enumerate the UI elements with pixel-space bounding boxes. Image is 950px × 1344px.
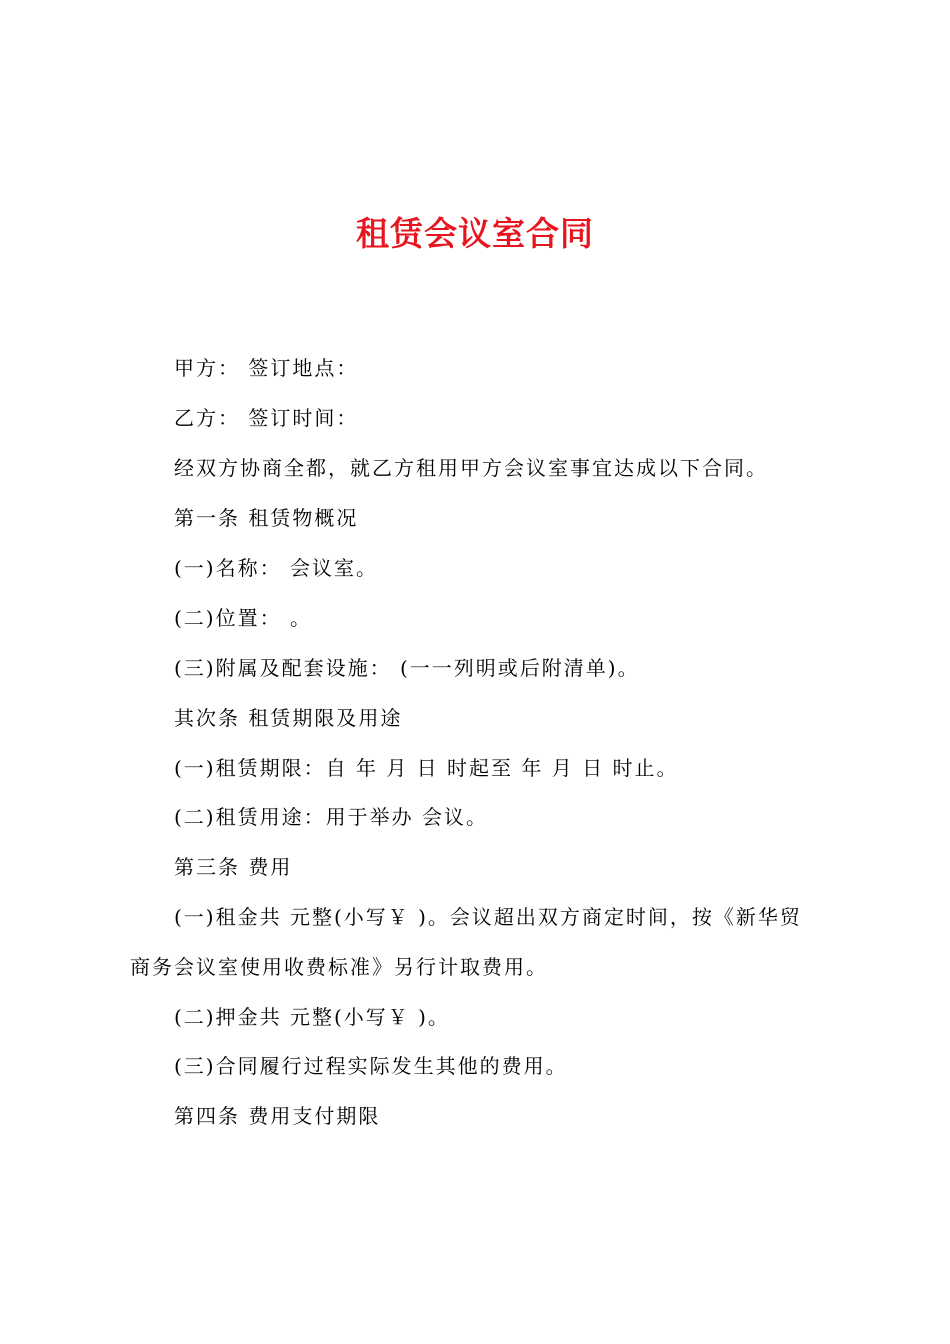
document-title: 租赁会议室合同 [356,214,594,253]
article-4-heading: 第四条 费用支付期限 [174,1104,381,1128]
party-a-line: 甲方： 签订地点： [174,356,359,380]
article-1-heading: 第一条 租赁物概况 [174,506,359,530]
clause-3-2: (二)押金共 元整(小写￥ )。 [174,1005,450,1029]
clause-3-1: (一)租金共 元整(小写￥ )。会议超出双方商定时间，按《新华贸 [174,905,802,929]
preamble-paragraph: 经双方协商全都，就乙方租用甲方会议室事宜达成以下合同。 [174,456,768,480]
clause-2-1: (一)租赁期限：自 年 月 日 时起至 年 月 日 时止。 [174,756,679,780]
clause-3-3: (三)合同履行过程实际发生其他的费用。 [174,1054,568,1078]
clause-1-1: (一)名称： 会议室。 [174,556,378,580]
party-b-line: 乙方： 签订时间： [174,406,359,430]
clause-3-1-continued: 商务会议室使用收费标准》另行计取费用。 [130,955,548,979]
article-2-heading: 其次条 租赁期限及用途 [174,706,403,730]
clause-2-2: (二)租赁用途：用于举办 会议。 [174,805,488,829]
article-3-heading: 第三条 费用 [174,855,293,879]
clause-1-2: (二)位置： 。 [174,606,312,630]
clause-1-3: (三)附属及配套设施： (一一列明或后附清单)。 [174,656,640,680]
